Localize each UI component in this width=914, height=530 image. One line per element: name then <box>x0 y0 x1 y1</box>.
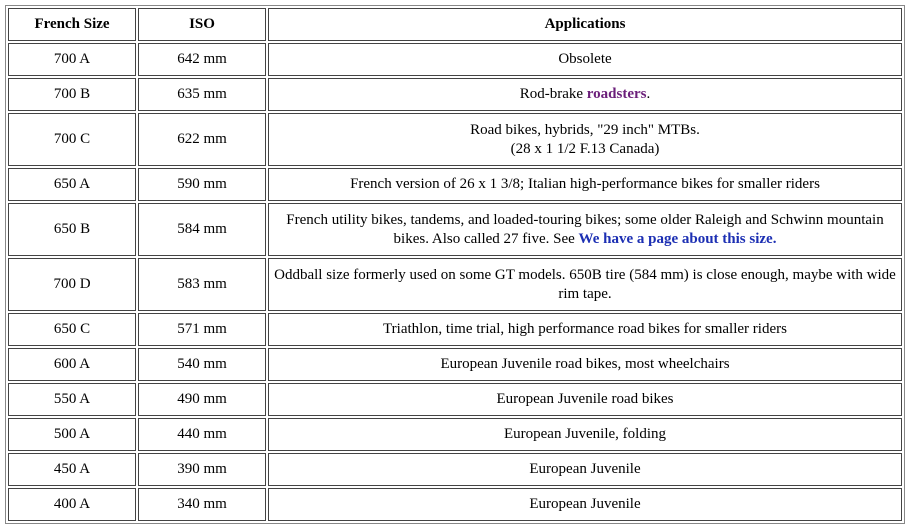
table-row <box>8 418 902 451</box>
french-size-cell: 600 A <box>8 348 136 381</box>
iso-cell: 584 mm <box>138 203 266 256</box>
table-row <box>8 78 902 111</box>
french-size-cell: 400 A <box>8 488 136 521</box>
header-iso: ISO <box>138 8 266 41</box>
table-row <box>8 113 902 166</box>
applications-line-1: Road bikes, hybrids, "29 inch" MTBs. <box>470 121 700 138</box>
applications-text: French utility bikes, tandems, and loaded-touring bikes; some older Raleigh and Schwinn mountain bikes. Also called 27 five. See <box>286 211 884 247</box>
table-row <box>8 168 902 201</box>
iso-cell: 540 mm <box>138 348 266 381</box>
iso-cell: 440 mm <box>138 418 266 451</box>
header-applications: Applications <box>268 8 902 41</box>
table-row <box>8 488 902 521</box>
applications-cell <box>268 78 902 111</box>
iso-cell: 390 mm <box>138 453 266 486</box>
french-size-cell: 650 C <box>8 313 136 346</box>
table-row <box>8 203 902 256</box>
iso-cell: 583 mm <box>138 258 266 311</box>
table-row <box>8 453 902 486</box>
applications-cell: European Juvenile, folding <box>268 418 902 451</box>
applications-cell: European Juvenile road bikes, most wheelchairs <box>268 348 902 381</box>
applications-cell <box>268 113 902 166</box>
650b-page-link[interactable]: We have a page about this size. <box>578 230 777 247</box>
iso-cell: 622 mm <box>138 113 266 166</box>
french-size-cell: 700 C <box>8 113 136 166</box>
french-size-cell: 450 A <box>8 453 136 486</box>
iso-cell: 635 mm <box>138 78 266 111</box>
applications-cell: Obsolete <box>268 43 902 76</box>
iso-cell: 340 mm <box>138 488 266 521</box>
applications-cell: European Juvenile road bikes <box>268 383 902 416</box>
iso-cell: 490 mm <box>138 383 266 416</box>
french-size-cell: 700 D <box>8 258 136 311</box>
table-row <box>8 43 902 76</box>
tire-size-table <box>5 5 905 524</box>
roadsters-link[interactable]: roadsters <box>586 86 647 102</box>
table-row <box>8 383 902 416</box>
applications-text: Rod-brake <box>519 86 587 102</box>
french-size-cell: 500 A <box>8 418 136 451</box>
applications-cell: Triathlon, time trial, high performance road bikes for smaller riders <box>268 313 902 346</box>
header-row <box>8 8 902 41</box>
table-row <box>8 258 902 311</box>
iso-cell: 590 mm <box>138 168 266 201</box>
header-french-size: French Size <box>8 8 136 41</box>
table-row <box>8 348 902 381</box>
applications-line-2: (28 x 1 1/2 F.13 Canada) <box>510 140 660 157</box>
applications-cell: European Juvenile <box>268 488 902 521</box>
french-size-cell: 650 A <box>8 168 136 201</box>
applications-cell: French version of 26 x 1 3/8; Italian high-performance bikes for smaller riders <box>268 168 902 201</box>
french-size-cell: 650 B <box>8 203 136 256</box>
french-size-cell: 700 A <box>8 43 136 76</box>
applications-cell <box>268 203 902 256</box>
applications-cell: European Juvenile <box>268 453 902 486</box>
iso-cell: 571 mm <box>138 313 266 346</box>
iso-cell: 642 mm <box>138 43 266 76</box>
applications-text-suffix: . <box>646 86 651 102</box>
french-size-cell: 700 B <box>8 78 136 111</box>
table-row <box>8 313 902 346</box>
french-size-cell: 550 A <box>8 383 136 416</box>
applications-cell: Oddball size formerly used on some GT models. 650B tire (584 mm) is close enough, maybe with wide rim tape. <box>268 258 902 311</box>
